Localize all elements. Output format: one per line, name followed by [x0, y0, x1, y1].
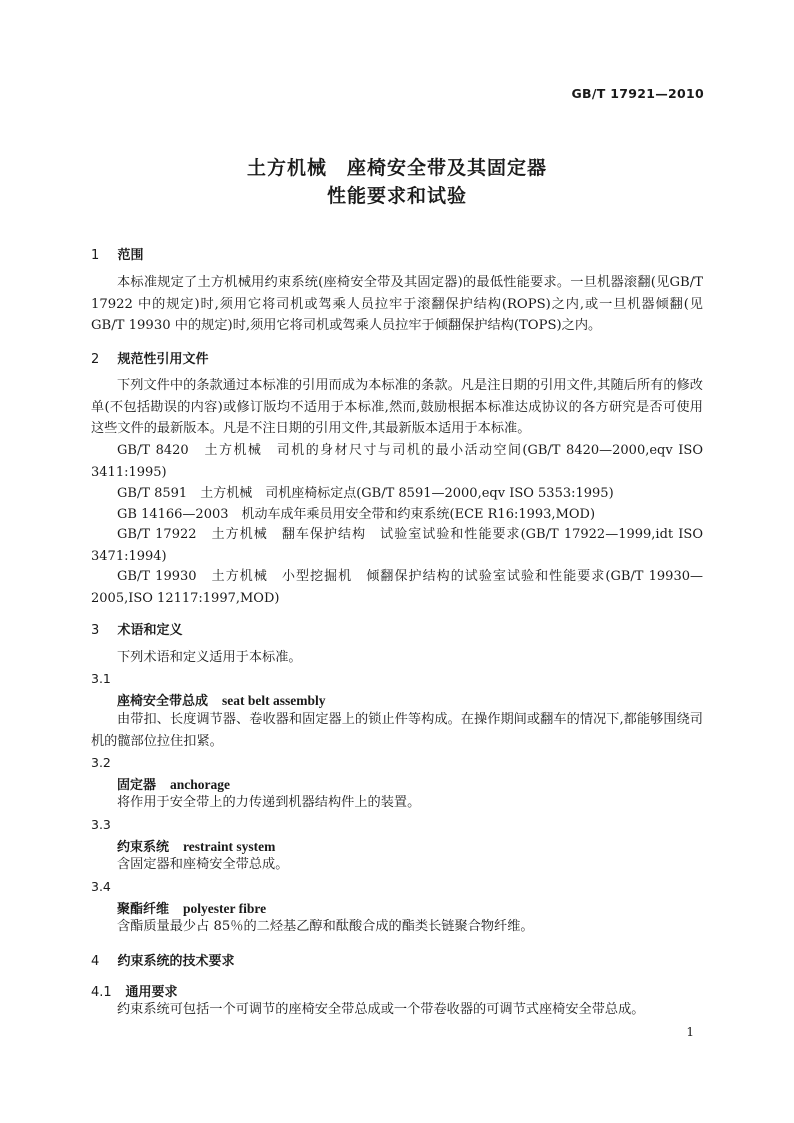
page-number: 1: [686, 1025, 694, 1039]
section-number: 1: [91, 248, 100, 263]
title-line-2: 性能要求和试验: [326, 185, 467, 207]
section-2-paragraph: 下列文件中的条款通过本标准的引用而成为本标准的条款。凡是注日期的引用文件,其随后所有的修改单(不包括勘误的内容)或修订版均不适用于本标准,然而,鼓励根据本标准达成协议的各方研究是否可使用这些文件的最新版本。凡是不注日期的引用文件,其最新版本适用于本标准。: [91, 378, 703, 436]
reference-item: GB 14166—2003 机动车成年乘员用安全带和约束系统(ECE R16:1993,MOD): [117, 507, 596, 522]
term-definition: 由带扣、长度调节器、卷收器和固定器上的锁止件等构成。在操作期间或翻车的情况下,都能够围绕司机的髋部位拉住扣紧。: [91, 712, 703, 749]
title-line-1: 土方机械 座椅安全带及其固定器: [246, 157, 547, 179]
reference-item: GB/T 17922 土方机械 翻车保护结构 试验室试验和性能要求(GB/T 17922—1999,idt ISO 3471:1994): [91, 527, 703, 564]
clause-number: 3.3: [91, 817, 111, 832]
term-definition: 含固定器和座椅安全带总成。: [117, 857, 289, 872]
term-heading: [117, 690, 326, 709]
term-heading: [117, 836, 275, 855]
term-cn: 聚酯纤维: [117, 902, 170, 917]
term-en: polyester fibre: [183, 901, 267, 916]
section-title: 约束系统的技术要求: [117, 954, 235, 969]
section-title: 范围: [117, 248, 144, 263]
section-number: 3: [91, 623, 100, 638]
term-en: seat belt assembly: [222, 693, 326, 708]
standard-code: GB/T 17921—2010: [571, 86, 704, 101]
reference-item: GB/T 8591 土方机械 司机座椅标定点(GB/T 8591—2000,eqv ISO 5353:1995): [117, 486, 614, 501]
section-number: 2: [91, 352, 100, 367]
section-4-heading: [91, 950, 235, 969]
term-definition: 将作用于安全带上的力传递到机器结构件上的装置。: [117, 795, 421, 810]
clause-number: 3.2: [91, 755, 111, 770]
section-4-paragraph: 约束系统可包括一个可调节的座椅安全带总成或一个带卷收器的可调节式座椅安全带总成。: [117, 1002, 645, 1017]
term-cn: 约束系统: [117, 840, 170, 855]
section-title: 规范性引用文件: [117, 352, 209, 367]
term-en: anchorage: [170, 777, 231, 792]
section-number: 4: [91, 954, 100, 969]
term-cn: 座椅安全带总成: [117, 694, 209, 709]
term-cn: 固定器: [117, 778, 157, 793]
term-en: restraint system: [183, 839, 276, 854]
term-heading: [117, 774, 230, 793]
clause-number: 3.1: [91, 671, 111, 686]
clause-number: 3.4: [91, 879, 111, 894]
term-definition: 含酯质量最少占 85％的二烃基乙醇和酞酸合成的酯类长链聚合物纤维。: [117, 919, 534, 934]
section-1-paragraph: 本标准规定了土方机械用约束系统(座椅安全带及其固定器)的最低性能要求。一旦机器滚翻(见GB/T 17922 中的规定)时,须用它将司机或驾乘人员拉牢于滚翻保护结构(ROPS)之内,或一旦机器倾翻(见 GB/T 19930 中的规定)时,须用它将司机或驾乘人员拉牢于倾翻保护结构(TOPS)之内。: [91, 275, 703, 333]
reference-item: GB/T 19930 土方机械 小型挖掘机 倾翻保护结构的试验室试验和性能要求(GB/T 19930—2005,ISO 12117:1997,MOD): [91, 569, 703, 606]
subsection-number: 4.1: [91, 985, 112, 1000]
subsection-4-1-heading: [91, 981, 178, 1000]
term-heading: [117, 898, 266, 917]
section-3-heading: [91, 619, 183, 638]
section-2-heading: [91, 348, 209, 367]
section-3-intro: 下列术语和定义适用于本标准。: [117, 650, 302, 665]
reference-item: GB/T 8420 土方机械 司机的身材尺寸与司机的最小活动空间(GB/T 8420—2000,eqv ISO 3411:1995): [91, 443, 703, 480]
section-title: 术语和定义: [117, 623, 183, 638]
section-1-heading: [91, 244, 144, 263]
subsection-title: 通用要求: [125, 985, 178, 1000]
